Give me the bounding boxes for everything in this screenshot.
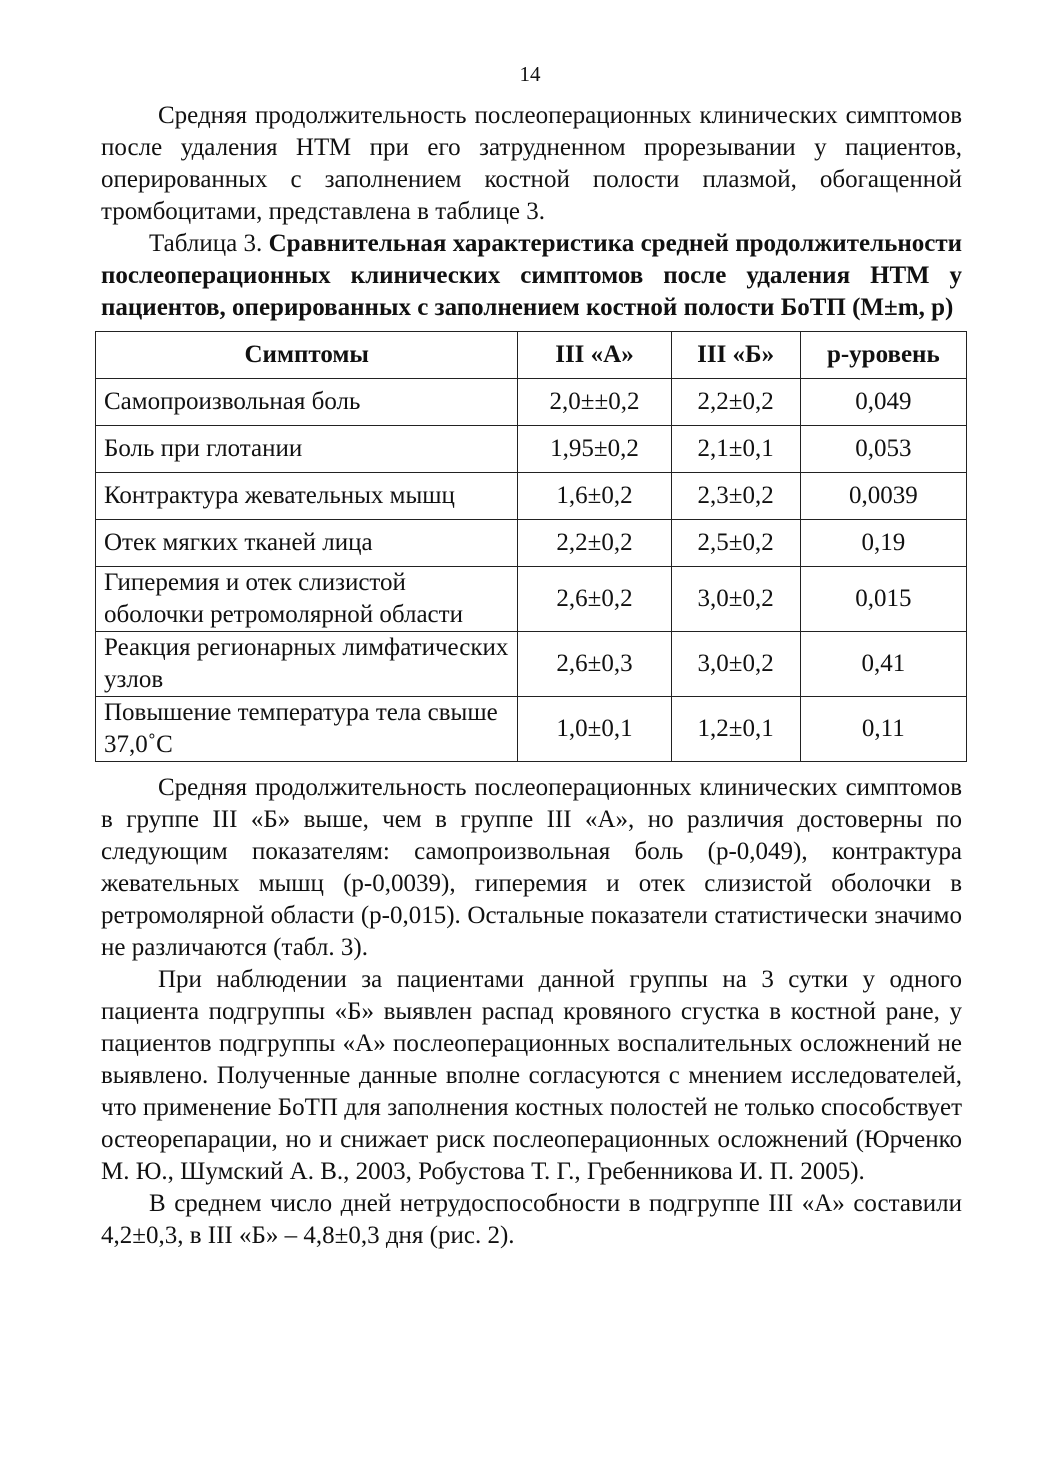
cell-group-a: 1,6±0,2 xyxy=(518,473,671,520)
table-caption-prefix: Таблица 3. xyxy=(149,230,269,257)
cell-symptom: Повышение температура тела свыше 37,0˚С xyxy=(96,697,518,762)
cell-group-a: 1,95±0,2 xyxy=(518,426,671,473)
header-p-level: p-уровень xyxy=(800,332,966,379)
cell-group-b: 1,2±0,1 xyxy=(671,697,800,762)
cell-p-level: 0,41 xyxy=(800,632,966,697)
header-group-b: III «Б» xyxy=(671,332,800,379)
header-group-a: III «А» xyxy=(518,332,671,379)
page-number: 14 xyxy=(519,62,541,86)
cell-symptom: Реакция регионарных лимфатических узлов xyxy=(96,632,518,697)
cell-group-a: 2,0±±0,2 xyxy=(518,379,671,426)
symptoms-table xyxy=(95,331,967,762)
cell-group-b: 2,5±0,2 xyxy=(671,520,800,567)
page-content xyxy=(101,100,962,1252)
cell-group-b: 2,3±0,2 xyxy=(671,473,800,520)
table-row xyxy=(96,426,967,473)
cell-group-b: 3,0±0,2 xyxy=(671,632,800,697)
cell-p-level: 0,19 xyxy=(800,520,966,567)
cell-group-b: 3,0±0,2 xyxy=(671,567,800,632)
cell-symptom: Контрактура жевательных мышц xyxy=(96,473,518,520)
results-paragraph: Средняя продолжительность послеоперационных клинических симптомов в группе III «Б» выше, чем в группе III «А», но различия достоверны по следующим показателям: самопроизвольная боль (p-0,049), контрактура жевательных мышц (p-0,0039), гиперемия и отек слизистой оболочки в ретромолярной области (p-0,015). Остальные показатели статистически значимо не различаются (табл. 3). xyxy=(101,774,962,961)
cell-symptom: Отек мягких тканей лица xyxy=(96,520,518,567)
table-row xyxy=(96,567,967,632)
cell-p-level: 0,11 xyxy=(800,697,966,762)
cell-p-level: 0,015 xyxy=(800,567,966,632)
cell-p-level: 0,0039 xyxy=(800,473,966,520)
cell-symptom: Самопроизвольная боль xyxy=(96,379,518,426)
observation-paragraph: При наблюдении за пациентами данной группы на 3 сутки у одного пациента подгруппы «Б» выявлен распад кровяного сгустка в костной ране, у пациентов подгруппы «А» послеоперационных воспалительных осложнений не выявлено. Полученные данные вполне согласуются с мнением исследователей, что применение БоТП для заполнения костных полостей не только способствует остеорепарации, но и снижает риск послеоперационных осложнений (Юрченко М. Ю., Шумский А. В., 2003, Робустова Т. Г., Гребенникова И. П. 2005). xyxy=(101,966,962,1185)
cell-group-b: 2,2±0,2 xyxy=(671,379,800,426)
table-caption xyxy=(101,228,962,324)
intro-paragraph: Средняя продолжительность послеоперационных клинических симптомов после удаления НТМ при его затрудненном прорезывании у пациентов, оперированных с заполнением костной полости плазмой, обогащенной тромбоцитами, представлена в таблице 3. xyxy=(101,102,962,225)
cell-group-a: 1,0±0,1 xyxy=(518,697,671,762)
table-row xyxy=(96,520,967,567)
header-symptoms: Симптомы xyxy=(96,332,518,379)
table-header-row xyxy=(96,332,967,379)
cell-p-level: 0,049 xyxy=(800,379,966,426)
cell-group-a: 2,6±0,3 xyxy=(518,632,671,697)
table-row xyxy=(96,632,967,697)
table-caption-title: Сравнительная характеристика средней продолжительности послеоперационных клинических симптомов после удаления НТМ у пациентов, оперированных с заполнением костной полости БоТП (M±m, p) xyxy=(101,230,962,321)
disability-days-paragraph: В среднем число дней нетрудоспособности в подгруппе III «А» составили 4,2±0,3, в III «Б» – 4,8±0,3 дня (рис. 2). xyxy=(101,1190,962,1249)
table-row xyxy=(96,473,967,520)
cell-symptom: Боль при глотании xyxy=(96,426,518,473)
cell-symptom: Гиперемия и отек слизистой оболочки ретромолярной области xyxy=(96,567,518,632)
cell-group-a: 2,6±0,2 xyxy=(518,567,671,632)
cell-group-b: 2,1±0,1 xyxy=(671,426,800,473)
table-row xyxy=(96,697,967,762)
table-row xyxy=(96,379,967,426)
cell-p-level: 0,053 xyxy=(800,426,966,473)
cell-group-a: 2,2±0,2 xyxy=(518,520,671,567)
